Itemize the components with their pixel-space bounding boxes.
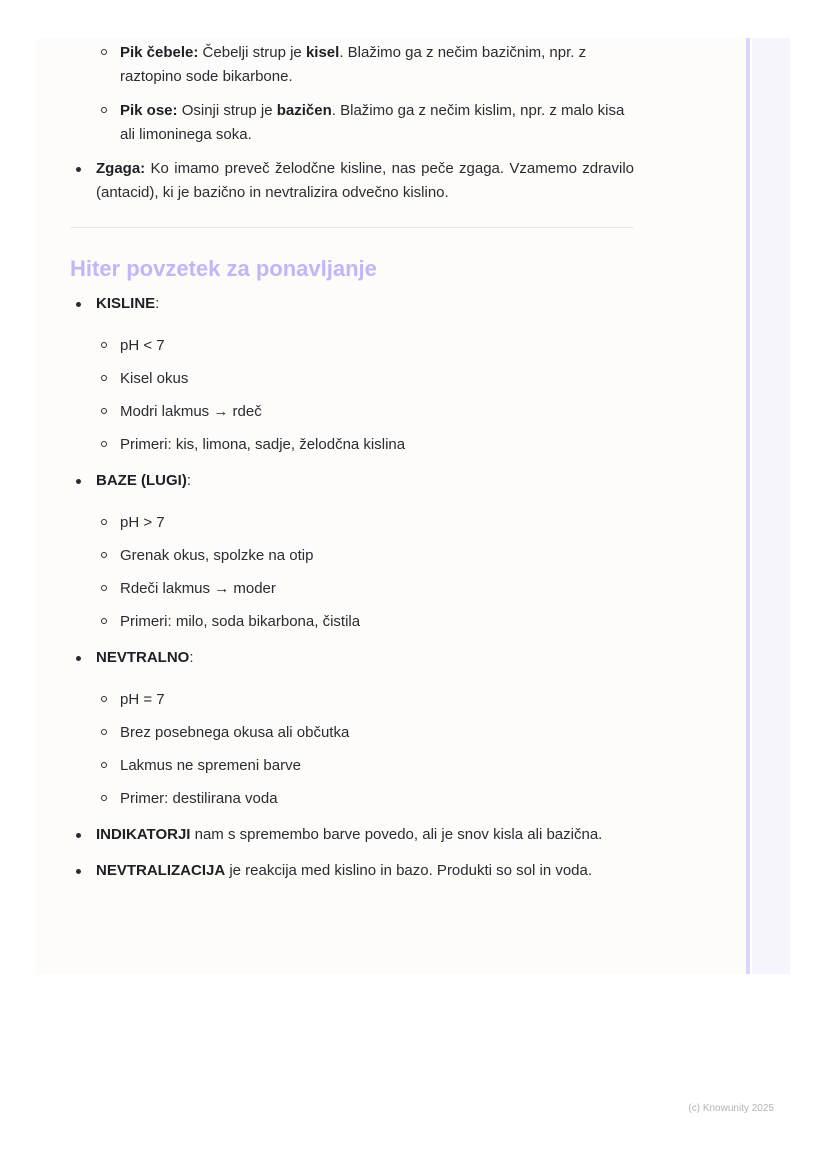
list-item-indikatorji: INDIKATORJI nam s spremembo barve povedo, ali je snov kisla ali bazična. [70,823,634,847]
divider [70,227,634,228]
summary-group-kisline: KISLINE: pH < 7 Kisel okus Modri lakmus → rdeč Primeri: kis, limona, sadje, želodčna kislina [70,292,634,457]
sting-list [70,38,634,147]
copyright-footer: (c) Knowunity 2025 [688,1103,774,1114]
sub-list [70,511,634,634]
list-item: Lakmus ne spremeni barve [70,754,634,778]
list-item: Zgaga: Ko imamo preveč želodčne kisline, nas peče zgaga. Vzamemo zdravilo (antacid), ki je bazično in nevtralizira odvečno kislino. [70,157,634,205]
document-content [70,38,634,883]
sub-list [70,334,634,457]
list-item: Primeri: milo, soda bikarbona, čistila [70,610,634,634]
list-item: Modri lakmus → rdeč [70,400,634,424]
summary-group-baze: BAZE (LUGI): pH > 7 Grenak okus, spolzke na otip Rdeči lakmus → moder Primeri: milo, soda bikarbona, čistila [70,469,634,634]
list-item: Primeri: kis, limona, sadje, želodčna kislina [70,433,634,457]
side-strip [752,38,790,974]
list-item: Rdeči lakmus → moder [70,577,634,601]
list-item: Primer: destilirana voda [70,787,634,811]
list-item: pH < 7 [70,334,634,358]
sub-list [70,688,634,811]
list-item: Pik čebele: Čebelji strup je kisel. Blažimo ga z nečim bazičnim, npr. z raztopino sode bikarbone. [70,41,634,89]
list-item: Kisel okus [70,367,634,391]
summary-list [70,292,634,883]
list-item: Grenak okus, spolzke na otip [70,544,634,568]
section-heading: Hiter povzetek za ponavljanje [70,256,377,281]
summary-group-nevtralno: NEVTRALNO: pH = 7 Brez posebnega okusa ali občutka Lakmus ne spremeni barve Primer: destilirana voda [70,646,634,811]
list-item: pH = 7 [70,688,634,712]
list-item-nevtralizacija: NEVTRALIZACIJA je reakcija med kislino in bazo. Produkti so sol in voda. [70,859,634,883]
list-item: Brez posebnega okusa ali občutka [70,721,634,745]
side-accent-bar [746,38,750,974]
list-item: pH > 7 [70,511,634,535]
list-item: Pik ose: Osinji strup je baziče​n. Blažimo ga z nečim kislim, npr. z malo kisa ali limoninega soka. [70,99,634,147]
zgaga-list [70,157,634,205]
